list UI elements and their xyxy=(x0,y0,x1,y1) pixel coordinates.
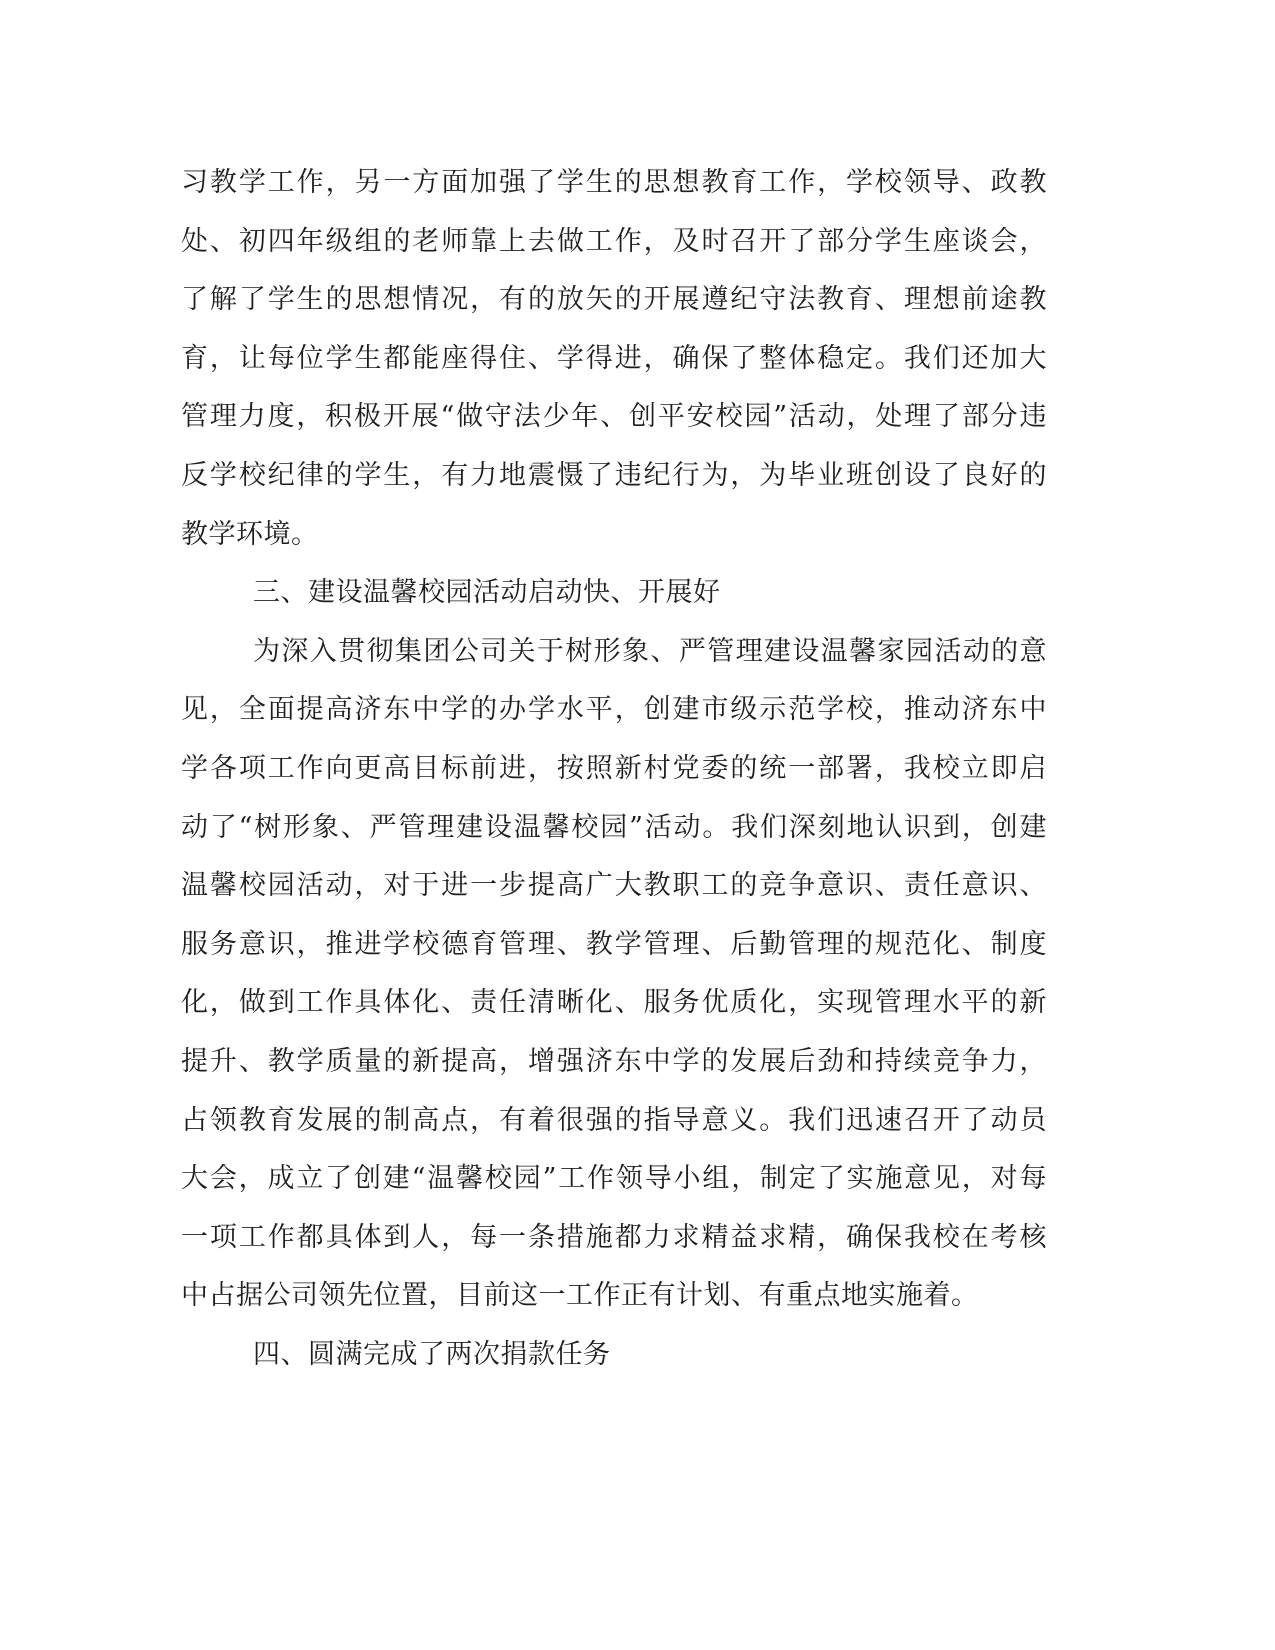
text-line: 处、初四年级组的老师靠上去做工作，及时召开了部分学生座谈会， xyxy=(181,225,1047,257)
text-line: 一项工作都具体到人，每一条措施都力求精益求精，确保我校在考核 xyxy=(181,1221,1047,1253)
text-line: 化，做到工作具体化、责任清晰化、服务优质化，实现管理水平的新 xyxy=(181,987,1047,1019)
text-line: 习教学工作，另一方面加强了学生的思想教育工作，学校领导、政教 xyxy=(181,167,1047,198)
text-line: 提升、教学质量的新提高，增强济东中学的发展后劲和持续竞争力， xyxy=(181,1045,1047,1077)
section-heading: 三、建设温馨校园活动启动快、开展好 xyxy=(253,577,721,609)
section-heading: 四、圆满完成了两次捐款任务 xyxy=(253,1338,611,1370)
text-line: 中占据公司领先位置，目前这一工作正有计划、有重点地实施着。 xyxy=(181,1280,979,1312)
text-line: 反学校纪律的学生，有力地震慑了违纪行为，为毕业班创设了良好的 xyxy=(181,459,1047,491)
text-line: 占领教育发展的制高点，有着很强的指导意义。我们迅速召开了动员 xyxy=(181,1104,1047,1136)
text-line: 了解了学生的思想情况，有的放矢的开展遵纪守法教育、理想前途教 xyxy=(181,284,1047,316)
text-line: 教学环境。 xyxy=(181,518,319,550)
text-line: 学各项工作向更高目标前进，按照新村党委的统一部署，我校立即启 xyxy=(181,752,1047,784)
text-line: 见，全面提高济东中学的办学水平，创建市级示范学校，推动济东中 xyxy=(181,694,1047,726)
text-line: 管理力度，积极开展“做守法少年、创平安校园”活动，处理了部分违 xyxy=(181,401,1047,433)
text-line: 育，让每位学生都能座得住、学得进，确保了整体稳定。我们还加大 xyxy=(181,342,1047,374)
document-body xyxy=(181,160,1047,1390)
text-line: 温馨校园活动，对于进一步提高广大教职工的竞争意识、责任意识、 xyxy=(181,870,1047,902)
text-line: 服务意识，推进学校德育管理、教学管理、后勤管理的规范化、制度 xyxy=(181,928,1047,960)
text-line: 动了“树形象、严管理建设温馨校园”活动。我们深刻地认识到，创建 xyxy=(181,811,1047,843)
text-line: 为深入贯彻集团公司关于树形象、严管理建设温馨家园活动的意 xyxy=(253,635,1047,667)
text-line: 大会，成立了创建“温馨校园”工作领导小组，制定了实施意见，对每 xyxy=(181,1163,1047,1195)
